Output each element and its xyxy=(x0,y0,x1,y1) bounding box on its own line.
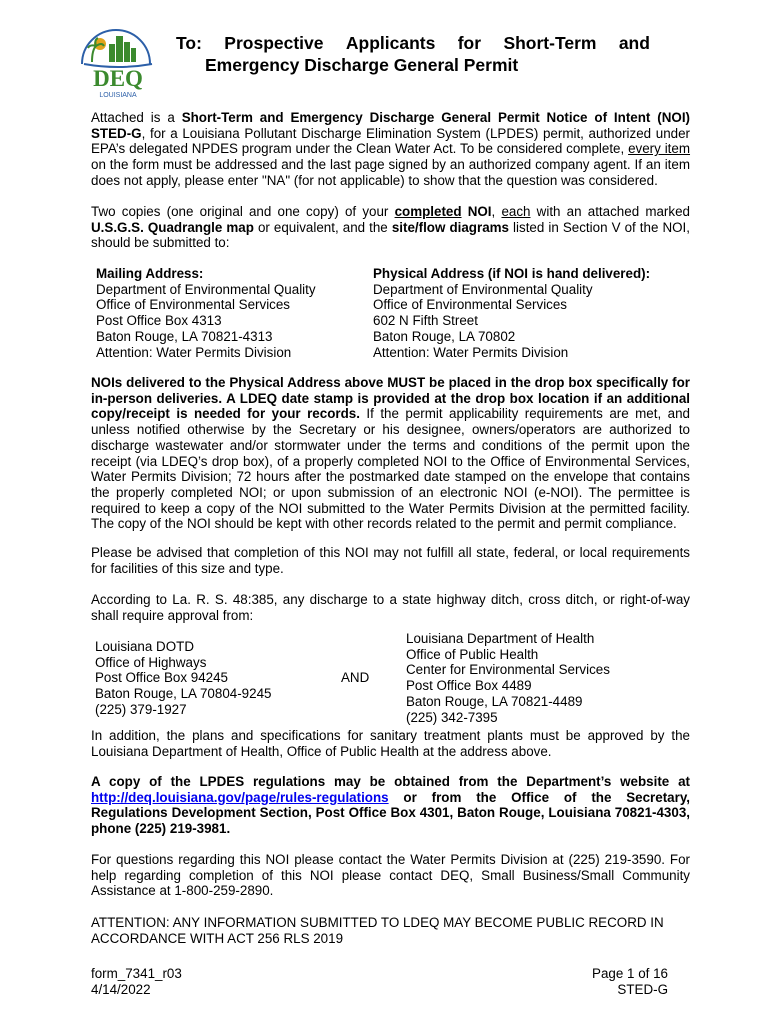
text-underlined: every item xyxy=(628,141,691,157)
address-line: Office of Highways xyxy=(95,654,207,670)
physical-address xyxy=(373,266,650,360)
footer-left xyxy=(91,966,182,997)
footer-right xyxy=(592,966,668,997)
text: with an attached marked xyxy=(530,204,690,219)
text-bold: Short-Term and Emergency Discharge General Permit Notice of Intent (NOI) STED-G xyxy=(91,110,690,141)
address-line: Louisiana Department of Health xyxy=(406,631,595,646)
text-bold: A copy of the LPDES regulations may be obtained from the Department’s website at xyxy=(91,774,690,789)
logo-text: DEQ xyxy=(93,66,143,91)
submission-paragraph xyxy=(91,204,690,251)
delivery-paragraph xyxy=(91,375,690,532)
deq-logo-graphic xyxy=(78,24,158,100)
text-bold: NOIs delivered to the Physical Address above MUST be placed in the drop box specifically for in-person deliveries. A LDEQ date stamp is provided at the drop box location if an additional copy/receipt is needed for your records. xyxy=(91,375,690,422)
address-line: Department of Environmental Quality xyxy=(373,281,593,297)
address-line: Baton Rouge, LA 70802 xyxy=(373,328,516,344)
text: If the permit applicability requirements are met, and unless notified otherwise by the Secretary or his designee, owners/operators are authorized to discharge wastewater and/or stormwater under the terms and conditions of the permit upon the receipt (via LDEQ’s drop box), of a properly completed NOI to the Office of Environmental Services, Water Permits Division; 72 hours after the postmarked date stamped on the envelope that contains the properly completed NOI; or upon submission of an electronic NOI (e-NOI). The permittee is required to keep a copy of the NOI submitted to the Water Permits Division at the permitted facility. The copy of the NOI should be kept with other records related to the permit and permit compliance. xyxy=(91,406,690,532)
address-line: (225) 342-7395 xyxy=(406,709,498,725)
regulations-link[interactable]: http://deq.louisiana.gov/page/rules-regulations xyxy=(91,789,389,805)
attention-paragraph: ATTENTION: ANY INFORMATION SUBMITTED TO LDEQ MAY BECOME PUBLIC RECORD IN ACCORDANCE WITH ACT 256 RLS 2019 xyxy=(91,915,664,946)
treatment-paragraph: In addition, the plans and specifications for sanitary treatment plants must be approved by the Louisiana Department of Health, Office of Public Health at the address above. xyxy=(91,728,690,759)
title-word: for xyxy=(457,33,482,53)
form-number: form_7341_r03 xyxy=(91,966,182,981)
address-line: Baton Rouge, LA 70804-9245 xyxy=(95,686,272,702)
text-bold: site/flow diagrams xyxy=(391,219,509,235)
title-line2: Emergency Discharge General Permit xyxy=(205,55,519,75)
text: on the form must be addressed and the last page signed by an authorized company agent. If an item does not apply, please enter "NA" (for not applicable) to show that the question was considered. xyxy=(91,157,690,188)
mailing-address xyxy=(96,266,316,360)
physical-title: Physical Address (if NOI is hand delivered): xyxy=(373,266,651,281)
text: or equivalent, and the xyxy=(253,219,392,235)
address-line: Department of Environmental Quality xyxy=(96,281,316,297)
address-line: Post Office Box 4313 xyxy=(96,313,222,329)
text: Attached is a xyxy=(91,110,182,125)
mailing-title: Mailing Address: xyxy=(96,266,204,281)
page-number: Page 1 of 16 xyxy=(592,966,668,981)
title-word: Short-Term xyxy=(503,33,597,53)
address-line: Center for Environmental Services xyxy=(406,662,610,678)
dotd-address xyxy=(95,639,271,718)
doh-address xyxy=(406,631,610,725)
text: , for a Louisiana Pollutant Discharge Elimination System (LPDES) permit, authorized under EPA’s delegated NPDES program under the Clean Water Act. To be considered complete, xyxy=(91,125,690,157)
intro-paragraph xyxy=(91,110,690,189)
logo-subtext: LOUISIANA xyxy=(99,92,137,99)
address-line: Baton Rouge, LA 70821-4313 xyxy=(96,328,273,344)
address-line: Office of Public Health xyxy=(406,646,539,662)
address-line: (225) 379-1927 xyxy=(95,701,187,717)
title-word: and xyxy=(618,33,650,53)
title-to: To: xyxy=(176,33,202,53)
highway-paragraph: According to La. R. S. 48:385, any discharge to a state highway ditch, cross ditch, or right-of-way shall require approval from: xyxy=(91,592,690,623)
text-bold: or from the Office of the Secretary, Regulations Development Section, Post Office Box 4301, Baton Rouge, Louisiana 70821-4303, phone (225) 219-3981. xyxy=(91,789,690,837)
text-underlined: each xyxy=(501,204,531,219)
text: listed in Section V of the NOI, should be submitted to: xyxy=(91,219,690,251)
form-code: STED-G xyxy=(617,981,668,997)
text: Two copies (one original and one copy) of your xyxy=(91,204,395,219)
text: , xyxy=(491,204,502,219)
address-line: Baton Rouge, LA 70821-4489 xyxy=(406,693,583,709)
address-line: Attention: Water Permits Division xyxy=(96,344,292,360)
advisory-paragraph: Please be advised that completion of this NOI may not fulfill all state, federal, or local requirements for facilities of this size and type. xyxy=(91,545,690,576)
text-bold-underlined: completed xyxy=(394,204,462,219)
title-word: Prospective xyxy=(224,33,324,53)
address-line: 602 N Fifth Street xyxy=(373,313,478,329)
address-line: Attention: Water Permits Division xyxy=(373,344,569,360)
and-label: AND xyxy=(341,670,370,685)
text-bold: NOI xyxy=(467,204,492,219)
deq-logo xyxy=(78,24,158,100)
text-bold: U.S.G.S. Quadrangle map xyxy=(91,219,254,235)
address-line: Post Office Box 94245 xyxy=(95,670,228,686)
contact-paragraph: For questions regarding this NOI please contact the Water Permits Division at (225) 219-3590. For help regarding completion of this NOI please contact DEQ, Small Business/Small Community Assistance at 1-800-259-2890. xyxy=(91,852,690,899)
regulations-paragraph xyxy=(91,774,690,837)
address-line: Office of Environmental Services xyxy=(96,297,291,313)
page-title xyxy=(176,32,650,76)
title-word: Applicants xyxy=(345,33,436,53)
address-line: Louisiana DOTD xyxy=(95,639,194,654)
address-line: Office of Environmental Services xyxy=(373,297,568,313)
address-line: Post Office Box 4489 xyxy=(406,678,532,694)
form-date: 4/14/2022 xyxy=(91,981,151,997)
